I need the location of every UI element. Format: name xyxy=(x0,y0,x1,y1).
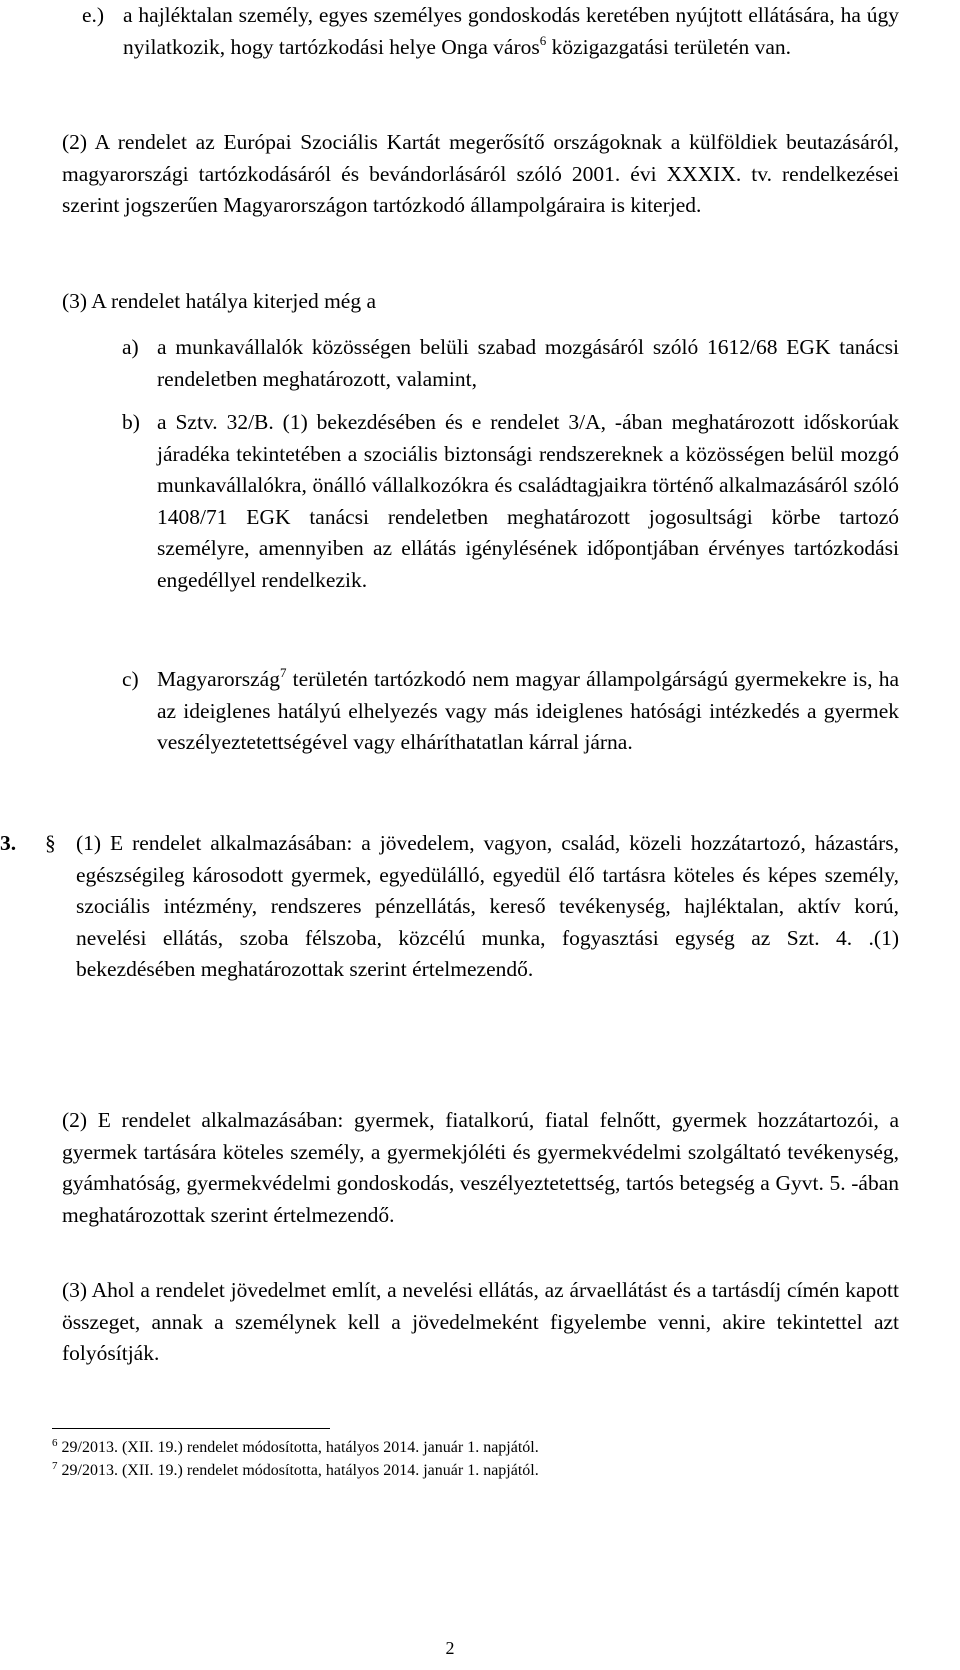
item-b-text: a Sztv. 32/B. (1) bekezdésében és e rendelet 3/A, -ában meghatározott időskorúak járadéka tekintetében a szociális biztonsági rendszereknek a közösségen belül mozgó munkavállalókra, önálló vállalkozókra és családtagjaikra történő alkalmazásáról szóló 1408/71 EGK tanácsi rendeletben meghatározott jogosultsági körbe tartozó személyre, amennyiben az ellátás igénylésének időpontjában érvényes tartózkodási engedéllyel rendelkezik. xyxy=(157,410,899,592)
section-3-paragraph-1-text: (1) E rendelet alkalmazásában: a jövedelem, vagyon, család, közeli hozzátartozó, házastárs, egészségileg károsodott gyermek, egyedülálló, egyedül élő tartásra köteles és képes személy, szociális intézmény, rendszeres pénzellátás, kereső tevékenység, hajléktalan, aktív korú, nevelési ellátás, szoba félszoba, közcélú munka, fogyasztási egység az Szt. 4. .(1) bekezdésében meghatározottak szerint értelmezendő. xyxy=(76,831,899,981)
footnote-6-ref: 6 xyxy=(52,1437,58,1449)
item-c-label: c) xyxy=(122,667,139,691)
section-number: 3. xyxy=(0,831,17,855)
item-e-text-1: a hajléktalan személy, egyes személyes gondoskodás keretében nyújtott ellátására, ha úgy nyilatkozik, hogy tartózkodási helye Onga város xyxy=(123,3,899,59)
paragraph-3-intro: (3) A rendelet hatálya kiterjed még a xyxy=(62,289,377,313)
paragraph-2: (2) A rendelet az Európai Szociális Kartát megerősítő országoknak a külföldiek beutazásáról, magyarországi tartózkodásáról és bevándorlásáról szóló 2001. évi XXXIX. tv. rendelkezései szerint jogszerűen Magyarországon tartózkodó állampolgáraira is kiterjed. xyxy=(62,130,899,217)
footnote-7-ref: 7 xyxy=(52,1460,58,1472)
footnote-6-text: 29/2013. (XII. 19.) rendelet módosította, hatályos 2014. január 1. napjától. xyxy=(61,1439,539,1456)
item-c-text xyxy=(157,664,899,759)
section-3-paragraph-1 xyxy=(76,828,899,986)
footnote-ref-7: 7 xyxy=(279,665,287,680)
page-number: 2 xyxy=(445,1638,455,1658)
section-3-paragraph-2: (2) E rendelet alkalmazásában: gyermek, fiatalkorú, fiatal felnőtt, gyermek hozzátartozói, a gyermek tartására köteles személy, a gyermekjóléti és gyermekvédelmi szolgáltató tevékenység, gyámhatóság, gyermekvédelmi gondoskodás, veszélyeztetettség, tartós betegség a Gyvt. 5. -ában meghatározottak szerint értelmezendő. xyxy=(62,1108,899,1227)
item-c-text-1: Magyarország xyxy=(157,667,280,691)
item-e-label: e.) xyxy=(82,3,105,27)
footnote-separator xyxy=(52,1428,330,1429)
item-b-label: b) xyxy=(122,410,140,434)
section-symbol: § xyxy=(45,831,56,855)
footnote-7 xyxy=(52,1461,539,1481)
item-e-text-2: közigazgatási területén van. xyxy=(546,34,792,59)
footnote-ref-6: 6 xyxy=(539,32,547,48)
item-c-text-2: területén tartózkodó nem magyar állampolgárságú gyermekekre is, ha az ideiglenes hatályú elhelyezés vagy más ideiglenes hatósági intézkedés a gyermek veszélyeztetettségével vagy elháríthatatlan kárral járna. xyxy=(157,667,899,754)
item-e-text xyxy=(123,0,899,63)
section-3-paragraph-3: (3) Ahol a rendelet jövedelmet említ, a nevelési ellátás, az árvaellátást és a tartásdíj címén kapott összeget, annak a személynek kell a jövedelmeként figyelembe venni, akire tekintettel azt folyósítják. xyxy=(62,1278,899,1365)
item-a-label: a) xyxy=(122,335,139,359)
footnote-6 xyxy=(52,1438,539,1458)
footnote-7-text: 29/2013. (XII. 19.) rendelet módosította, hatályos 2014. január 1. napjától. xyxy=(61,1462,539,1479)
item-a-text: a munkavállalók közösségen belüli szabad mozgásáról szóló 1612/68 EGK tanácsi rendeletben meghatározott, valamint, xyxy=(157,335,899,391)
